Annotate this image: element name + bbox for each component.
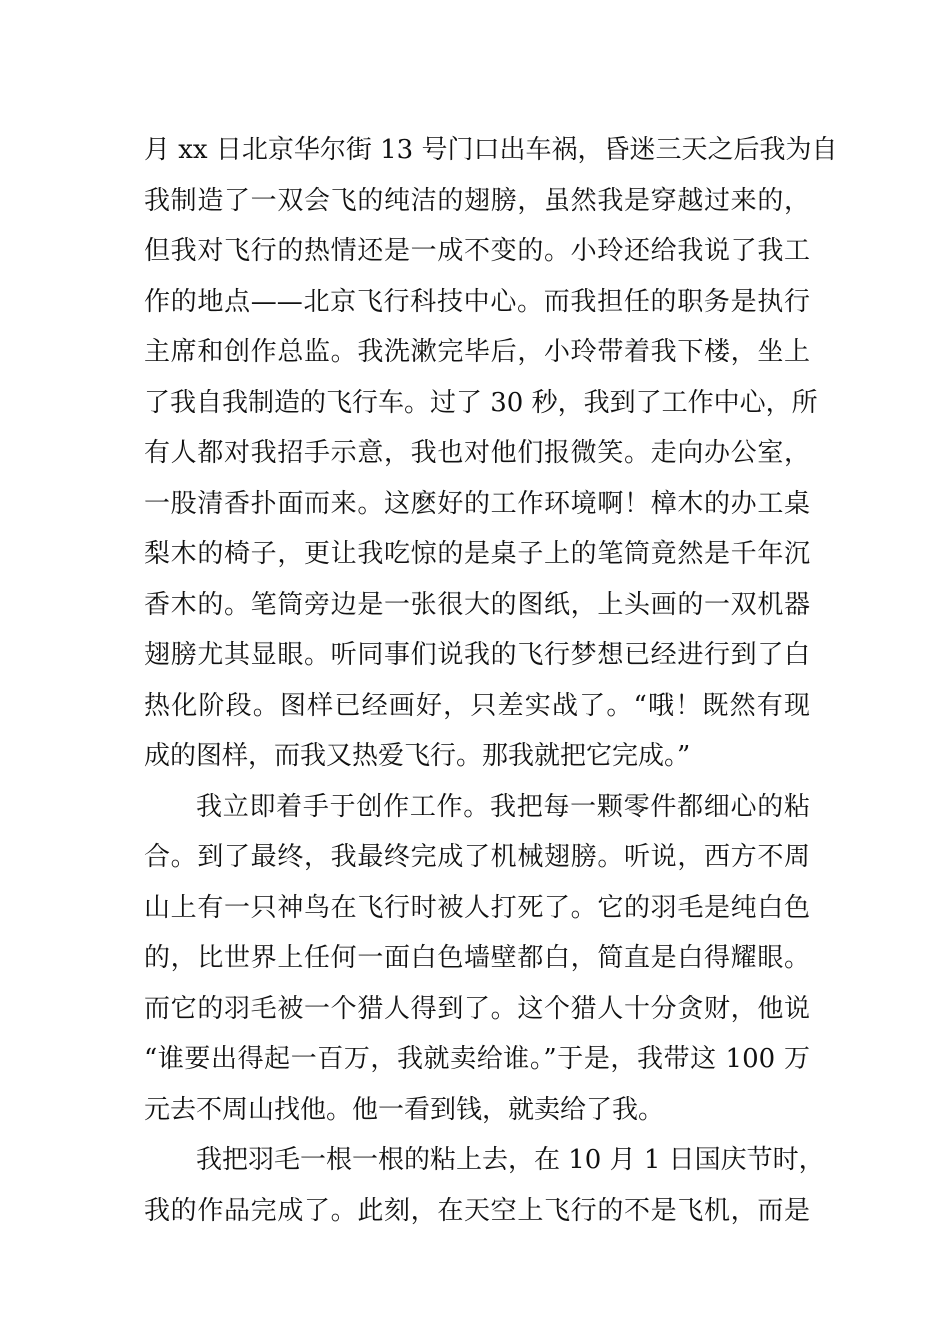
text-line: 月 xx 日北京华尔街 13 号门口出车祸，昏迷三天之后我为自 — [144, 135, 838, 165]
text-line: 了我自我制造的飞行车。过了 30 秒，我到了工作中心，所 — [144, 387, 818, 418]
text-line: 我的作品完成了。此刻，在天空上飞行的不是飞机，而是 — [144, 1195, 810, 1226]
text-line: 梨木的椅子，更让我吃惊的是桌子上的笔筒竟然是千年沉 — [144, 539, 810, 569]
text-line: 香木的。笔筒旁边是一张很大的图纸，上头画的一双机器 — [144, 589, 810, 620]
text-line: “谁要出得起一百万，我就卖给谁。”于是，我带这 100 万 — [144, 1044, 810, 1074]
text-line: 有人都对我招手示意，我也对他们报微笑。走向办公室， — [144, 438, 810, 468]
text-line: 我把羽毛一根一根的粘上去，在 10 月 1 日国庆节时， — [196, 1145, 825, 1175]
text-line: 一股清香扑面而来。这麽好的工作环境啊！樟木的办工桌 — [144, 488, 810, 519]
text-line: 热化阶段。图样已经画好，只差实战了。“哦！既然有现 — [144, 690, 810, 721]
text-line: 而它的羽毛被一个猎人得到了。这个猎人十分贪财，他说 — [144, 993, 810, 1024]
text-line: 我立即着手于创作工作。我把每一颗零件都细心的粘 — [196, 791, 810, 822]
text-line: 主席和创作总监。我洗漱完毕后，小玲带着我下楼，坐上 — [144, 337, 810, 367]
text-line: 但我对飞行的热情还是一成不变的。小玲还给我说了我工 — [144, 236, 810, 266]
text-line: 成的图样，而我又热爱飞行。那我就把它完成。” — [144, 741, 691, 771]
text-line: 翅膀尤其显眼。听同事们说我的飞行梦想已经进行到了白 — [144, 640, 810, 670]
body-text — [144, 130, 838, 1241]
text-line: 合。到了最终，我最终完成了机械翅膀。听说，西方不周 — [144, 842, 810, 872]
text-line: 我制造了一双会飞的纯洁的翅膀，虽然我是穿越过来的， — [144, 185, 810, 216]
text-line: 山上有一只神鸟在飞行时被人打死了。它的羽毛是纯白色 — [144, 892, 810, 923]
text-line: 元去不周山找他。他一看到钱，就卖给了我。 — [144, 1094, 665, 1125]
text-line: 作的地点——北京飞行科技中心。而我担任的职务是执行 — [144, 286, 810, 317]
text-line: 的，比世界上任何一面白色墙壁都白，简直是白得耀眼。 — [144, 943, 810, 973]
